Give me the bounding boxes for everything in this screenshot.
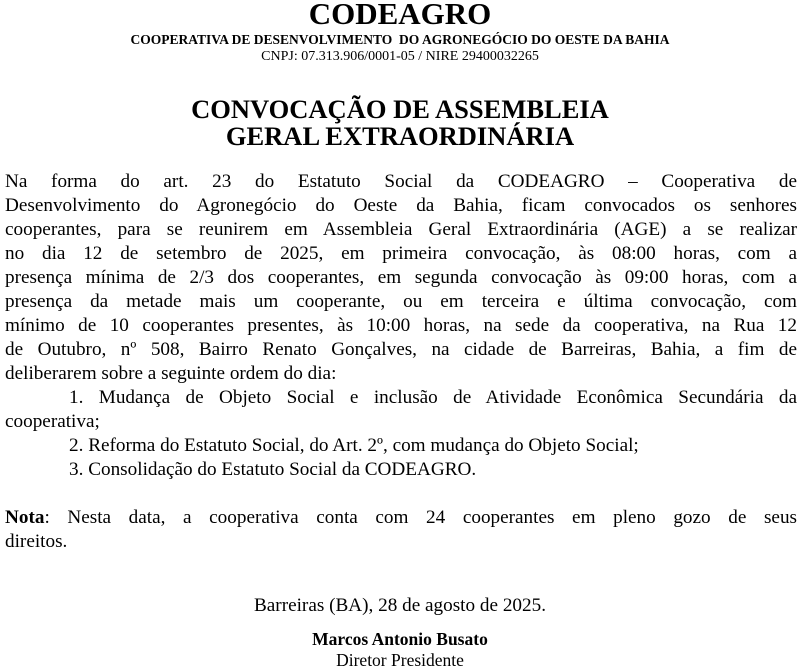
spacer — [5, 482, 797, 506]
paragraph-line: presença da metade mais um cooperante, ou em terceira e última convocação, com — [5, 291, 797, 312]
signer-name: Marcos Antonio Busato — [312, 629, 488, 649]
paragraph-line: mínimo de 10 cooperantes presentes, às 10:00 horas, na sede da cooperativa, na Rua 12 — [5, 315, 797, 336]
org-full-name: COOPERATIVA DE DESENVOLVIMENTO DO AGRONEGÓCIO DO OESTE DA BAHIA — [130, 32, 670, 47]
notice-body — [5, 170, 797, 554]
notice-title-line-1: CONVOCAÇÃO DE ASSEMBLEIA — [191, 94, 609, 124]
org-registration-ids: CNPJ: 07.313.906/0001-05 / NIRE 29400032265 — [261, 49, 539, 64]
note-text: : Nesta data, a cooperativa conta com 24 cooperantes em pleno gozo de seus — [44, 507, 797, 528]
signer-title: Diretor Presidente — [336, 650, 464, 670]
note-line-2: direitos. — [5, 531, 68, 552]
agenda-item-2: 2. Reforma do Estatuto Social, do Art. 2º, com mudança do Objeto Social; — [69, 435, 639, 456]
paragraph-line: Na forma do art. 23 do Estatuto Social da CODEAGRO – Cooperativa de — [5, 171, 797, 192]
paragraph-line: de Outubro, nº 508, Bairro Renato Gonçalves, na cidade de Barreiras, Bahia, a fim de — [5, 339, 797, 360]
note-label: Nota — [5, 507, 45, 528]
agenda-item-1: 1. Mudança de Objeto Social e inclusão de Atividade Econômica Secundária da — [69, 387, 797, 408]
paragraph-line: Desenvolvimento do Agronegócio do Oeste da Bahia, ficam convocados os senhores — [5, 195, 797, 216]
note-line-1 — [5, 506, 797, 530]
paragraph-line: no dia 12 de setembro de 2025, em primeira convocação, às 08:00 horas, com a — [5, 243, 797, 264]
agenda-item-1-continuation: cooperativa; — [5, 411, 100, 432]
paragraph-line: presença mínima de 2/3 dos cooperantes, em segunda convocação às 09:00 horas, com a — [5, 267, 797, 288]
city-date: Barreiras (BA), 28 de agosto de 2025. — [253, 595, 546, 616]
agenda-item-3: 3. Consolidação do Estatuto Social da CODEAGRO. — [69, 459, 477, 480]
paragraph-line: deliberarem sobre a seguinte ordem do dia: — [5, 363, 337, 384]
notice-title-line-2: GERAL EXTRAORDINÁRIA — [225, 121, 575, 151]
paragraph-line: cooperantes, para se reunirem em Assembleia Geral Extraordinária (AGE) a se realizar — [5, 219, 797, 240]
org-name: CODEAGRO — [308, 0, 492, 31]
